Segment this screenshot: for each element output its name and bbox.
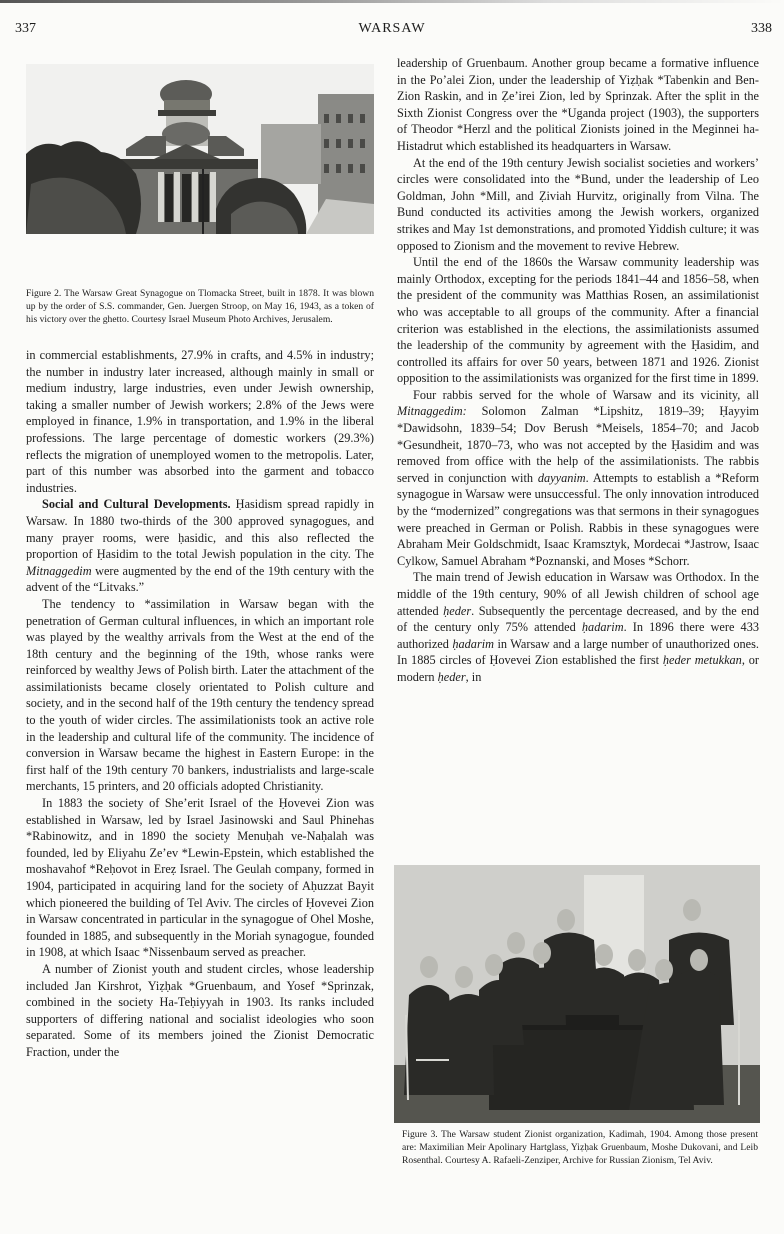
paragraph: Social and Cultural Developments. Ḥasidism spread rapidly in Warsaw. In 1880 two-thirds of the 300 approved synagogues, and many prayer rooms, were ḥasidic, and this also reflected the proportion of Ḥasidim to the total Jewish population in the city. The Mitnaggedim were augmented by the end of the 19th century with the advent of the “Litvaks.” <box>26 497 374 595</box>
paragraph: The main trend of Jewish education in Warsaw was Orthodox. In the middle of the 19th century, 90% of all Jewish children of school age attended ḥeder. Subsequently the percentage decreased, and by the end of the century only 75% attended ḥadarim. In 1896 there were 433 authorized ḥadarim in Warsaw and a large number of unauthorized ones. In 1885 circles of Ḥovevei Zion established the first ḥeder metukkan, or modern ḥeder, in <box>397 570 760 684</box>
figure-2-image <box>26 64 374 234</box>
figure-3-image <box>394 865 760 1123</box>
left-column <box>26 347 374 1061</box>
paragraph: Four rabbis served for the whole of Warsaw and its vicinity, all Mitnaggedim: Solomon Zalman *Lipshitz, 1819–39; Ḥayyim *Dawidsohn, 1839–54; Dov Berush *Meisels, 1854–70; and Jacob *Gesundheit, 1870–73, who was not accepted by the Ḥasidim and was removed from office with the help of the assimilationists. The rabbis served in conjunction with dayyanim. Attempts to establish a *Reform synagogue in Warsaw were unsuccessful. The only innovation introduced by the “modernized” congregations was that sermons in their synagogues were preached in German or Polish. Rabbis in these synagogues were Abraham Meir Goldschmidt, Isaac Kramsztyk, Mordecai *Jastrow, Isaac Cylkow, Samuel Abraham *Poznanski, and Moses *Schorr. <box>397 387 760 568</box>
paragraph: leadership of Gruenbaum. Another group became a formative influence in the Po’alei Zion, under the leadership of Yiẓḥak *Tabenkin and Ben-Zion Raskin, and in Ẓe’irei Zion, led by Sprinzak. After the split in the Sixth Zionist Congress over the *Uganda project (1903), the supporters of Theodor *Herzl and the political Zionists joined in the Meginnei ha-Histadrut which established its headquarters in Warsaw. <box>397 56 759 153</box>
right-column <box>397 55 759 686</box>
figure-3-caption: Figure 3. The Warsaw student Zionist organization, Kadimah, 1904. Among those present are: Maximilian Meir Apolinary Hartglass, Yiẓḥak Gruenbaum, Moshe Dukovani, and Leib Rosenthal. Courtesy A. Rafaeli-Zenziper, Archive for Russian Zionism, Tel Aviv. <box>402 1129 758 1167</box>
page-number-right: 338 <box>751 21 772 36</box>
running-head: WARSAW <box>358 21 426 36</box>
group-photo <box>394 865 760 1123</box>
paragraph: At the end of the 19th century Jewish socialist societies and workers’ circles were consolidated into the *Bund, under the leadership of Leo Goldman, John *Mill, and Ẓiviah Hurvitz, originally from Vilna. The Bund conducted its activities among the Jewish workers, organized strikes and May 1st demonstrations, and promoted Yiddish culture; it was opposed to Zionism and the movement to revive Hebrew. <box>397 155 759 253</box>
figure-2-caption: Figure 2. The Warsaw Great Synagogue on Tlomacka Street, built in 1878. It was blown up by the order of S.S. commander, Gen. Juergen Stroop, on May 16, 1943, as a token of his victory over the ghetto. Courtesy Israel Museum Photo Archives, Jerusalem. <box>26 288 374 326</box>
synagogue-photo <box>26 64 374 234</box>
paragraph: Until the end of the 1860s the Warsaw community leadership was mainly Orthodox, excepting for the periods 1841–44 and 1856–58, when the president of the community was Matthias Rosen, an assimilationist who was acceptable to all groups of the community. After a financial criterion was established in the elections, the assimilationists assumed the leadership of the community by agreement with the Ḥasidim, and controlled its affairs for over 50 years, between 1871 and 1926. Zionist opposition to the assimilationists was organized for the first time in 1899. <box>397 255 759 386</box>
section-heading: Social and Cultural Developments. <box>42 497 231 512</box>
paragraph: The tendency to *assimilation in Warsaw began with the penetration of German cultural influences, in which an important role was played by the wealthy arrivals from the West at the end of the 18th century and the beginning of the 19th, whose ranks were reinforced by wealthy Jews of Polish birth. Later the attachment of the assimilationists became closely orientated to Polish culture and society, and in the second half of the 19th century the tendency spread to the youth of wider circles. The assimilationists took an active role in the leadership and cultural life of the community. The incidence of conversion in Warsaw became the highest in Eastern Europe: in the first half of the 19th century 70 bankers, industrialists and large-scale merchants, 15 printers, and 20 officials adopted Christianity. <box>26 596 374 794</box>
page-number-left: 337 <box>15 21 36 36</box>
paragraph: A number of Zionist youth and student circles, whose leadership included Jan Kirshrot, Yiẓḥak *Gruenbaum, and Yosef *Sprinzak, combined in the society Ha-Teḥiyyah in 1903. Its ranks included supporters of differing national and socialist ideologies who soon separated. Some of its members joined the Zionist Democratic Fraction, under the <box>26 961 374 1059</box>
scan-edge-shadow <box>0 0 784 3</box>
paragraph: In 1883 the society of She’erit Israel of the Ḥovevei Zion was established in Warsaw, led by Israel Jasinowski and Saul Phinehas *Rabinowitz, and in 1890 the society Menuḥah ve-Naḥalah was founded, led by Eliyahu Ze’ev *Lewin-Epstein, which established the moshavahof *Reḥovot in Ereẓ Israel. The Geulah company, formed in 1904, participated in acquiring land for the society of Aḥuzzat Bayit which pioneered the building of Tel Aviv. The circles of Ḥovevei Zion in Warsaw concentrated in particular in the synagogue of Ohel Moshe, founded in 1885, and subsequently in the Moriah synagogue, founded in 1908, at which Isaac *Nissenbaum served as preacher. <box>26 796 374 960</box>
paragraph: in commercial establishments, 27.9% in crafts, and 4.5% in industry; the number in industry later increased, although mainly in small or medium industry, large industries, even under Jewish ownership, taking a smaller number of Jewish workers; 2.8% of the Jews were employed in finance, 1.9% in transportation, and 1.9% in the liberal professions. The large percentage of domestic workers (29.3%) reflects the migration of unemployed women to the metropolis. Later, part of this number was absorbed into the garment and tobacco industries. <box>26 348 374 495</box>
